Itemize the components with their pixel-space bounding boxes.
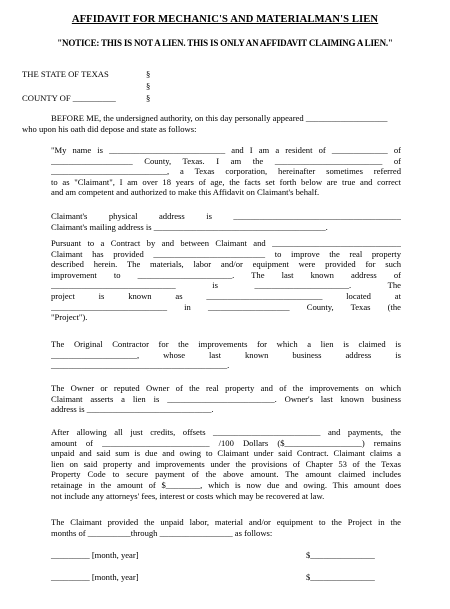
paragraph-contract-line: improvement to ______________________. The last known address of bbox=[51, 269, 401, 280]
paragraph-name-line: ___________________________, a Texas corporation, hereinafter sometimes referred bbox=[51, 166, 401, 177]
amount-entry: $_______________ bbox=[306, 550, 375, 560]
paragraph-contract-line: project is known as ___________________________ located at bbox=[51, 291, 401, 301]
paragraph-contractor-line: _________________________________________. bbox=[51, 360, 230, 371]
paragraph-amount-line: After allowing all just credits, offsets _________________________ and payments, the bbox=[51, 427, 401, 437]
paragraph-contractor-line: The Original Contractor for the improvements for which a lien is claimed is bbox=[51, 339, 401, 349]
paragraph-contract-line: Claimant has provided __________________________ to improve the real property bbox=[51, 248, 401, 259]
paragraph-address-line: Claimant's mailing address is ________________________________________. bbox=[51, 221, 328, 232]
paragraph-amount-line: lien on said property and improvements under the provisions of Chapter 53 of the Texas bbox=[51, 458, 401, 469]
intro-line: who upon his oath did depose and state as follows: bbox=[22, 124, 197, 134]
paragraph-months-line: months of __________through _________________ as follows: bbox=[51, 527, 273, 538]
section-symbol: § bbox=[146, 69, 151, 79]
paragraph-owner-line: The Owner or reputed Owner of the real property and of the improvements on which bbox=[51, 383, 401, 393]
paragraph-amount-line: Property Code to secure payment of the above amount. The amount claimed includes bbox=[51, 469, 401, 480]
amount-entry: $_______________ bbox=[306, 572, 375, 582]
paragraph-amount-line: unpaid and said sum is due and owing to Claimant under said Contract. Claimant claims a bbox=[51, 448, 401, 459]
paragraph-owner-line: address is _____________________________. bbox=[51, 404, 214, 415]
notice-heading: "NOTICE: THIS IS NOT A LIEN. THIS IS ONLY AN AFFIDAVIT CLAIMING A LIEN." bbox=[57, 38, 393, 48]
state-label: THE STATE OF TEXAS bbox=[22, 69, 109, 79]
paragraph-contract-line: described herein. The materials, labor and/or equipment were provided for such bbox=[51, 259, 401, 270]
paragraph-address-line: Claimant's physical address is _______________________________________ bbox=[51, 211, 401, 221]
month-entry: _________ [month, year] bbox=[51, 572, 139, 582]
document-title: AFFIDAVIT FOR MECHANIC'S AND MATERIALMAN'S LIEN bbox=[71, 14, 379, 25]
section-symbol: § bbox=[146, 81, 151, 91]
paragraph-contract-line: "Project"). bbox=[51, 312, 88, 323]
paragraph-name-line: "My name is ___________________________ and I am a resident of _____________ of bbox=[51, 145, 401, 155]
paragraph-name-line: to as "Claimant", I am over 18 years of age, the facts set forth below are true and correct bbox=[51, 176, 401, 187]
paragraph-amount-line: amount of _________________________ /100 Dollars ($__________________) remains bbox=[51, 437, 401, 448]
month-entry: _________ [month, year] bbox=[51, 550, 139, 560]
paragraph-name-line: and am competent and authorized to make this Affidavit on Claimant's behalf. bbox=[51, 187, 320, 198]
paragraph-contractor-line: ____________________, whose last known business address is bbox=[51, 349, 401, 360]
intro-line: BEFORE ME, the undersigned authority, on this day personally appeared ___________________ bbox=[51, 113, 388, 123]
paragraph-amount-line: not include any attorneys' fees, interest or costs which may be recovered at law. bbox=[51, 490, 325, 501]
section-symbol: § bbox=[146, 93, 151, 103]
county-label: COUNTY OF __________ bbox=[22, 93, 116, 103]
paragraph-name-line: ___________________ County, Texas. I am the _________________________ of bbox=[51, 155, 401, 166]
paragraph-owner-line: Claimant asserts a lien is _________________________. Owner's last known business bbox=[51, 393, 401, 404]
paragraph-contract-line: _____________________________ is ______________________. The bbox=[51, 280, 401, 291]
paragraph-contract-line: Pursuant to a Contract by and between Claimant and ______________________________ bbox=[51, 238, 401, 248]
paragraph-months-line: The Claimant provided the unpaid labor, material and/or equipment to the Project in the bbox=[51, 517, 401, 527]
paragraph-amount-line: retainage in the amount of $________, which is now due and owing. This amount does bbox=[51, 480, 401, 490]
paragraph-contract-line: ___________________________ in ___________________ County, Texas (the bbox=[51, 301, 401, 312]
